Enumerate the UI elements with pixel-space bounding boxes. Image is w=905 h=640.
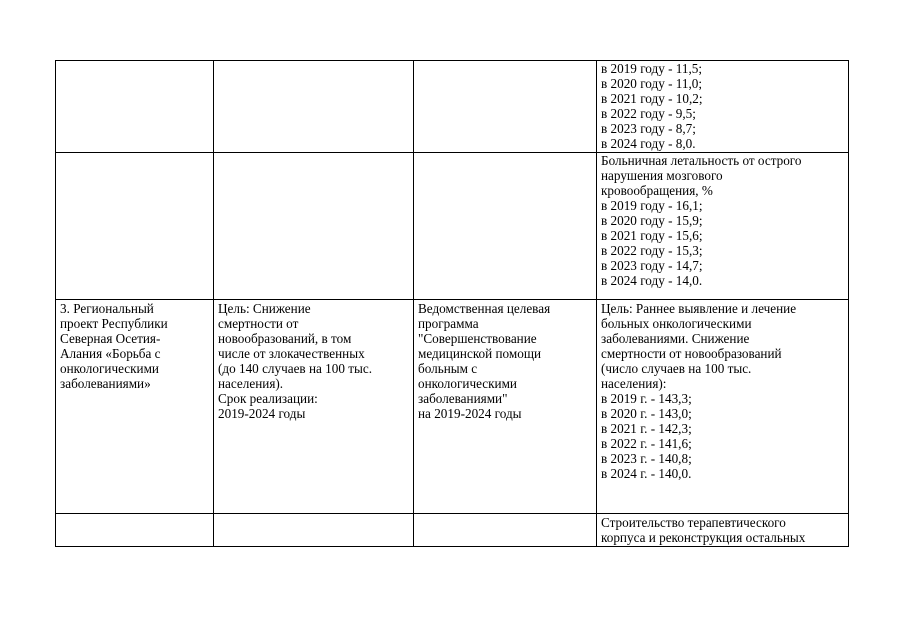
program-cell [414, 514, 597, 547]
cell-text-line: в 2020 г. - 143,0; [601, 406, 692, 421]
cell-text-line: в 2019 году - 16,1; [601, 198, 703, 213]
cell-text-line: Ведомственная целевая [418, 301, 551, 316]
cell-text-line: нарушения мозгового [601, 168, 723, 183]
cell-text-line: в 2020 году - 15,9; [601, 213, 703, 228]
cell-text-line: корпуса и реконструкция остальных [601, 530, 806, 545]
cell-text-line: в 2023 г. - 140,8; [601, 451, 692, 466]
cell-text-line: заболеваниями" [418, 391, 508, 406]
program-cell [414, 61, 597, 153]
cell-text-line: смертности от новообразований [601, 346, 782, 361]
cell-text-line: больных онкологическими [601, 316, 752, 331]
cell-text-line: в 2021 году - 15,6; [601, 228, 703, 243]
table-row [56, 153, 849, 300]
cell-text-line: Строительство терапевтического [601, 515, 786, 530]
indicator-cell [597, 61, 849, 153]
cell-text-line: Срок реализации: [218, 391, 318, 406]
cell-text-line: Больничная летальность от острого [601, 153, 802, 168]
cell-text-line: онкологическими [60, 361, 159, 376]
cell-text-line: числе от злокачественных [218, 346, 365, 361]
cell-text-line: медицинской помощи [418, 346, 542, 361]
cell-text-line: в 2023 году - 8,7; [601, 121, 696, 136]
goal-cell [214, 153, 414, 300]
goal-cell [214, 300, 414, 514]
cell-text-line: в 2019 году - 11,5; [601, 61, 703, 76]
goal-cell [214, 61, 414, 153]
indicator-cell [597, 300, 849, 514]
cell-text-line: Северная Осетия- [60, 331, 161, 346]
cell-text-line: Цель: Раннее выявление и лечение [601, 301, 797, 316]
cell-text-line: онкологическими [418, 376, 517, 391]
cell-text-line: проект Республики [60, 316, 168, 331]
cell-text-line: в 2020 году - 11,0; [601, 76, 703, 91]
project-cell [56, 153, 214, 300]
cell-text-line: программа [418, 316, 479, 331]
cell-text-line: населения). [218, 376, 284, 391]
project-cell [56, 514, 214, 547]
cell-text-line: в 2021 г. - 142,3; [601, 421, 692, 436]
cell-text-line: 2019-2024 годы [218, 406, 306, 421]
indicator-cell [597, 153, 849, 300]
cell-text-line: населения): [601, 376, 667, 391]
cell-text-line: в 2022 году - 15,3; [601, 243, 703, 258]
program-table [55, 60, 849, 547]
indicator-cell [597, 514, 849, 547]
cell-text-line: 3. Региональный [60, 301, 154, 316]
cell-text-line: (число случаев на 100 тыс. [601, 361, 752, 376]
cell-text-line: новообразований, в том [218, 331, 352, 346]
cell-text-line: в 2022 г. - 141,6; [601, 436, 692, 451]
table-row [56, 300, 849, 514]
cell-text-line: на 2019-2024 годы [418, 406, 522, 421]
cell-text-line: в 2024 г. - 140,0. [601, 466, 692, 481]
table-row [56, 514, 849, 547]
cell-text-line: в 2021 году - 10,2; [601, 91, 703, 106]
program-cell [414, 153, 597, 300]
cell-text-line: больным с [418, 361, 478, 376]
cell-text-line: в 2024 году - 8,0. [601, 136, 696, 151]
goal-cell [214, 514, 414, 547]
cell-text-line: Цель: Снижение [218, 301, 311, 316]
cell-text-line: в 2019 г. - 143,3; [601, 391, 692, 406]
cell-text-line: кровообращения, % [601, 183, 713, 198]
cell-text-line: в 2024 году - 14,0. [601, 273, 703, 288]
project-cell [56, 61, 214, 153]
cell-text-line: Алания «Борьба с [60, 346, 161, 361]
cell-text-line: заболеваниями. Снижение [601, 331, 750, 346]
program-cell [414, 300, 597, 514]
project-cell [56, 300, 214, 514]
cell-text-line: смертности от [218, 316, 299, 331]
cell-text-line: заболеваниями» [60, 376, 151, 391]
table-row [56, 61, 849, 153]
cell-text-line: в 2022 году - 9,5; [601, 106, 696, 121]
cell-text-line: (до 140 случаев на 100 тыс. [218, 361, 373, 376]
cell-text-line: "Совершенствование [418, 331, 537, 346]
cell-text-line: в 2023 году - 14,7; [601, 258, 703, 273]
